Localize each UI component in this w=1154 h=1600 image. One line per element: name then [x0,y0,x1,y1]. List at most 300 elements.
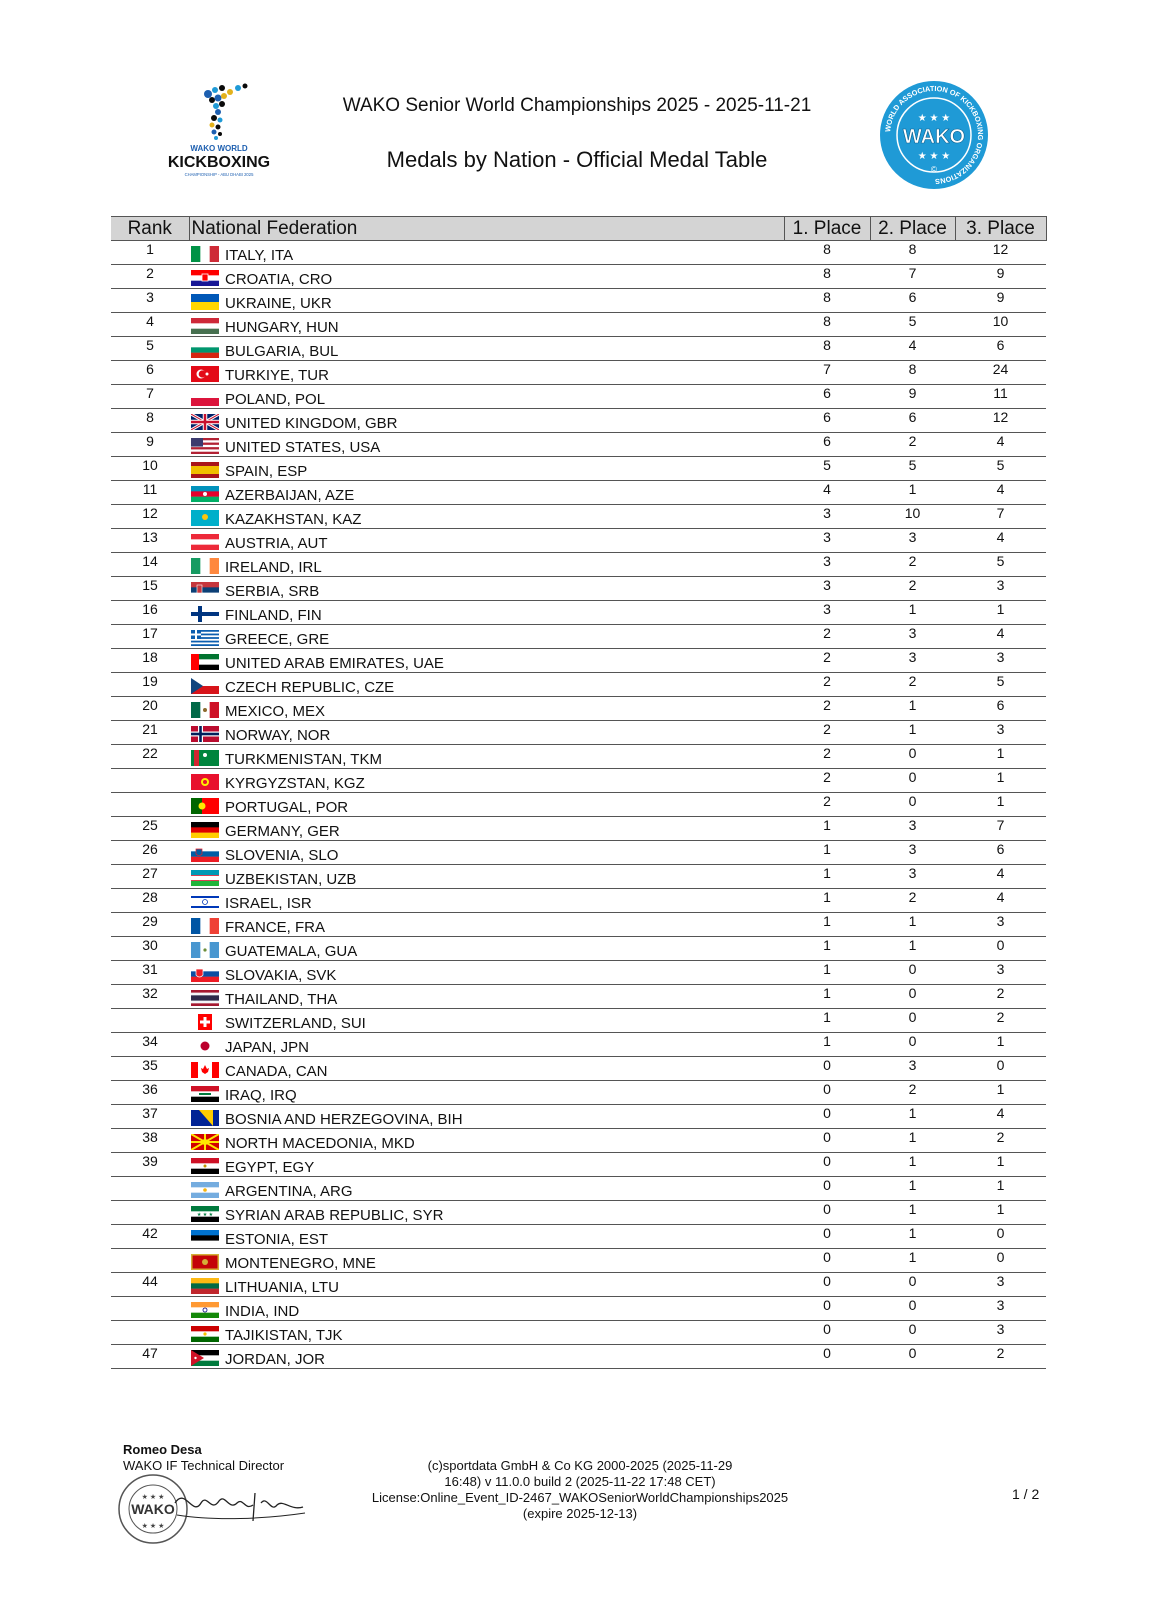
nation-cell [189,721,784,745]
second-place-cell: 1 [870,721,955,745]
second-place-cell: 2 [870,889,955,913]
first-place-cell: 0 [784,1129,870,1153]
flag-icon [191,414,219,430]
nation-name: UNITED KINGDOM, GBR [225,415,398,432]
first-place-cell: 1 [784,841,870,865]
rank-cell: 12 [111,505,189,529]
third-place-cell: 1 [955,1177,1046,1201]
third-place-cell: 1 [955,745,1046,769]
third-place-cell: 12 [955,241,1046,265]
nation-name: MEXICO, MEX [225,703,326,720]
first-place-cell: 5 [784,457,870,481]
svg-text:WAKO: WAKO [902,126,966,148]
table-row [111,985,1046,1009]
nation-name: AZERBAIJAN, AZE [225,487,355,504]
table-row [111,1153,1046,1177]
rank-cell: 10 [111,457,189,481]
second-place-cell: 1 [870,1129,955,1153]
first-place-cell: 0 [784,1249,870,1273]
first-place-cell: 8 [784,337,870,361]
flag-icon [191,678,219,694]
rank-cell [111,1321,189,1345]
table-row [111,241,1046,265]
nation-name: SERBIA, SRB [225,583,320,600]
first-place-cell: 8 [784,313,870,337]
table-row [111,1057,1046,1081]
second-place-cell: 0 [870,1273,955,1297]
svg-text:©: © [931,165,937,174]
third-place-cell: 0 [955,1249,1046,1273]
nation-name: LITHUANIA, LTU [225,1279,339,1296]
flag-icon [191,1206,219,1222]
nation-cell [189,241,784,265]
nation-cell [189,625,784,649]
flag-icon [191,702,219,718]
nation-name: BULGARIA, BUL [225,343,339,360]
table-row [111,529,1046,553]
table-row [111,361,1046,385]
first-place-cell: 1 [784,985,870,1009]
nation-name: ISRAEL, ISR [225,895,312,912]
table-row [111,457,1046,481]
table-row [111,673,1046,697]
third-place-cell: 3 [955,1297,1046,1321]
table-row [111,697,1046,721]
rank-cell: 1 [111,241,189,265]
flag-icon [191,438,219,454]
table-row [111,793,1046,817]
table-row [111,337,1046,361]
nation-cell [189,481,784,505]
wako-stamp-icon [119,1475,187,1543]
flag-icon [191,1278,219,1294]
first-place-cell: 0 [784,1153,870,1177]
third-place-cell: 3 [955,649,1046,673]
column-header-second-place: 2. Place [870,217,955,241]
second-place-cell: 10 [870,505,955,529]
second-place-cell: 3 [870,529,955,553]
first-place-cell: 3 [784,529,870,553]
second-place-cell: 1 [870,1153,955,1177]
second-place-cell: 1 [870,1105,955,1129]
flag-icon [191,654,219,670]
third-place-cell: 24 [955,361,1046,385]
rank-cell: 26 [111,841,189,865]
second-place-cell: 3 [870,865,955,889]
second-place-cell: 0 [870,1321,955,1345]
nation-name: AUSTRIA, AUT [225,535,328,552]
nation-cell [189,553,784,577]
nation-cell [189,1009,784,1033]
third-place-cell: 4 [955,481,1046,505]
rank-cell: 19 [111,673,189,697]
nation-name: TURKIYE, TUR [225,367,329,384]
flag-icon [191,534,219,550]
second-place-cell: 0 [870,745,955,769]
table-row [111,817,1046,841]
nation-name: TURKMENISTAN, TKM [225,751,382,768]
nation-name: ESTONIA, EST [225,1231,329,1248]
nation-cell [189,433,784,457]
second-place-cell: 5 [870,313,955,337]
column-header-national-federation: National Federation [189,217,784,241]
first-place-cell: 0 [784,1201,870,1225]
svg-text:★ ★ ★: ★ ★ ★ [917,151,951,162]
second-place-cell: 1 [870,601,955,625]
nation-cell [189,961,784,985]
medal-table [111,216,1047,1369]
first-place-cell: 0 [784,1081,870,1105]
second-place-cell: 0 [870,793,955,817]
rank-cell: 9 [111,433,189,457]
rank-cell: 4 [111,313,189,337]
second-place-cell: 6 [870,289,955,313]
nation-cell [189,913,784,937]
second-place-cell: 2 [870,433,955,457]
flag-icon [191,798,219,814]
table-row [111,961,1046,985]
third-place-cell: 0 [955,1057,1046,1081]
first-place-cell: 6 [784,385,870,409]
nation-cell [189,337,784,361]
rank-cell: 34 [111,1033,189,1057]
rank-cell: 22 [111,745,189,769]
nation-name: UKRAINE, UKR [225,295,332,312]
first-place-cell: 4 [784,481,870,505]
table-row [111,577,1046,601]
flag-icon [191,1254,219,1270]
table-row [111,1225,1046,1249]
rank-cell: 32 [111,985,189,1009]
first-place-cell: 0 [784,1225,870,1249]
nation-cell [189,313,784,337]
rank-cell: 8 [111,409,189,433]
flag-icon [191,990,219,1006]
first-place-cell: 2 [784,673,870,697]
nation-name: CROATIA, CRO [225,271,333,288]
rank-cell [111,1297,189,1321]
rank-cell: 30 [111,937,189,961]
flag-icon [191,726,219,742]
third-place-cell: 9 [955,289,1046,313]
first-place-cell: 0 [784,1297,870,1321]
nation-cell [189,865,784,889]
third-place-cell: 4 [955,889,1046,913]
nation-name: FRANCE, FRA [225,919,326,936]
second-place-cell: 9 [870,385,955,409]
svg-text:WAKO WORLD: WAKO WORLD [190,144,248,153]
signatory-role: WAKO IF Technical Director [123,1458,285,1473]
flag-icon [191,966,219,982]
flag-icon [191,294,219,310]
nation-name: CANADA, CAN [225,1063,328,1080]
rank-cell: 11 [111,481,189,505]
nation-name: TAJIKISTAN, TJK [225,1327,343,1344]
third-place-cell: 4 [955,1105,1046,1129]
rank-cell: 31 [111,961,189,985]
flag-icon [191,318,219,334]
flag-icon [191,366,219,382]
table-row [111,1273,1046,1297]
third-place-cell: 4 [955,865,1046,889]
nation-name: UNITED STATES, USA [225,439,381,456]
first-place-cell: 0 [784,1105,870,1129]
rank-cell: 16 [111,601,189,625]
third-place-cell: 10 [955,313,1046,337]
third-place-cell: 1 [955,769,1046,793]
second-place-cell: 0 [870,1345,955,1369]
second-place-cell: 4 [870,337,955,361]
rank-cell: 3 [111,289,189,313]
column-header-rank: Rank [111,217,189,241]
nation-cell [189,1153,784,1177]
table-row [111,433,1046,457]
second-place-cell: 0 [870,1297,955,1321]
nation-name: ITALY, ITA [225,247,294,264]
footer-line-copyright: (c)sportdata GmbH & Co KG 2000-2025 (2025-11-29 [427,1458,733,1473]
rank-cell [111,769,189,793]
nation-cell [189,1297,784,1321]
nation-cell [189,1225,784,1249]
nation-cell [189,1249,784,1273]
nation-cell [189,1345,784,1369]
rank-cell: 21 [111,721,189,745]
nation-cell [189,889,784,913]
third-place-cell: 6 [955,841,1046,865]
first-place-cell: 8 [784,289,870,313]
flag-icon [191,1134,219,1150]
first-place-cell: 0 [784,1345,870,1369]
flag-icon [191,894,219,910]
table-row [111,313,1046,337]
nation-name: INDIA, IND [225,1303,300,1320]
first-place-cell: 1 [784,961,870,985]
table-row [111,289,1046,313]
flag-icon [191,246,219,262]
rank-cell [111,1249,189,1273]
first-place-cell: 0 [784,1321,870,1345]
flag-icon [191,510,219,526]
nation-name: GREECE, GRE [225,631,330,648]
nation-name: MONTENEGRO, MNE [225,1255,376,1272]
third-place-cell: 1 [955,793,1046,817]
rank-cell [111,1201,189,1225]
third-place-cell: 2 [955,985,1046,1009]
rank-cell: 42 [111,1225,189,1249]
table-row [111,1081,1046,1105]
third-place-cell: 0 [955,1225,1046,1249]
nation-cell [189,793,784,817]
table-row [111,1177,1046,1201]
svg-text:★ ★ ★: ★ ★ ★ [141,1494,165,1501]
first-place-cell: 0 [784,1177,870,1201]
rank-cell: 28 [111,889,189,913]
rank-cell: 15 [111,577,189,601]
third-place-cell: 6 [955,337,1046,361]
nation-name: GERMANY, GER [225,823,340,840]
third-place-cell: 11 [955,385,1046,409]
nation-cell [189,841,784,865]
first-place-cell: 1 [784,913,870,937]
nation-cell [189,1177,784,1201]
third-place-cell: 5 [955,673,1046,697]
first-place-cell: 6 [784,409,870,433]
flag-icon [191,462,219,478]
flag-icon [191,1086,219,1102]
first-place-cell: 2 [784,769,870,793]
table-row [111,649,1046,673]
flag-icon [191,918,219,934]
first-place-cell: 0 [784,1273,870,1297]
fighter-figure-icon [204,84,248,141]
third-place-cell: 4 [955,433,1046,457]
second-place-cell: 6 [870,409,955,433]
nation-cell [189,649,784,673]
nation-name: ARGENTINA, ARG [225,1183,353,1200]
second-place-cell: 2 [870,1081,955,1105]
third-place-cell: 1 [955,1153,1046,1177]
second-place-cell: 3 [870,817,955,841]
third-place-cell: 3 [955,577,1046,601]
flag-icon [191,1110,219,1126]
table-row [111,409,1046,433]
first-place-cell: 1 [784,1033,870,1057]
nation-name: SLOVENIA, SLO [225,847,339,864]
nation-cell [189,769,784,793]
table-row [111,625,1046,649]
second-place-cell: 1 [870,1249,955,1273]
rank-cell: 14 [111,553,189,577]
first-place-cell: 1 [784,865,870,889]
nation-name: SWITZERLAND, SUI [225,1015,366,1032]
third-place-cell: 4 [955,625,1046,649]
third-place-cell: 3 [955,721,1046,745]
nation-cell [189,577,784,601]
second-place-cell: 1 [870,1177,955,1201]
table-row [111,841,1046,865]
table-row [111,913,1046,937]
table-row [111,1201,1046,1225]
second-place-cell: 0 [870,769,955,793]
rank-cell: 25 [111,817,189,841]
wako-emblem-logo [878,79,990,191]
nation-cell [189,385,784,409]
nation-name: EGYPT, EGY [225,1159,315,1176]
third-place-cell: 2 [955,1009,1046,1033]
nation-name: HUNGARY, HUN [225,319,339,336]
first-place-cell: 1 [784,817,870,841]
nation-cell [189,985,784,1009]
nation-name: SYRIAN ARAB REPUBLIC, SYR [225,1207,444,1224]
table-row [111,1105,1046,1129]
first-place-cell: 0 [784,1057,870,1081]
table-row [111,601,1046,625]
third-place-cell: 12 [955,409,1046,433]
second-place-cell: 2 [870,577,955,601]
document-subtitle: Medals by Nation - Official Medal Table [386,147,768,172]
second-place-cell: 1 [870,481,955,505]
column-header-third-place: 3. Place [955,217,1046,241]
second-place-cell: 0 [870,1009,955,1033]
flag-icon [191,582,219,598]
third-place-cell: 5 [955,553,1046,577]
table-row [111,1321,1046,1345]
third-place-cell: 0 [955,937,1046,961]
flag-icon [191,1302,219,1318]
footer-license-info [340,1458,820,1522]
first-place-cell: 2 [784,745,870,769]
column-header-first-place: 1. Place [784,217,870,241]
flag-icon [191,630,219,646]
third-place-cell: 1 [955,1033,1046,1057]
flag-icon [191,750,219,766]
first-place-cell: 2 [784,721,870,745]
rank-cell [111,1009,189,1033]
nation-cell [189,529,784,553]
signature-stamp [115,1473,320,1545]
table-row [111,1249,1046,1273]
table-row [111,1033,1046,1057]
rank-cell: 29 [111,913,189,937]
third-place-cell: 9 [955,265,1046,289]
table-row [111,745,1046,769]
nation-cell [189,1201,784,1225]
first-place-cell: 6 [784,433,870,457]
second-place-cell: 1 [870,1225,955,1249]
nation-cell [189,289,784,313]
second-place-cell: 0 [870,1033,955,1057]
nation-cell [189,409,784,433]
nation-cell [189,1129,784,1153]
flag-icon [191,1038,219,1054]
nation-name: GUATEMALA, GUA [225,943,358,960]
nation-name: IRAQ, IRQ [225,1087,297,1104]
nation-name: NORWAY, NOR [225,727,331,744]
svg-text:WORLD ASSOCIATION OF KICKBOXIN: WORLD ASSOCIATION OF KICKBOXING ORGANIZATIONS [883,83,986,187]
nation-name: JORDAN, JOR [225,1351,326,1368]
nation-cell [189,505,784,529]
svg-text:★ ★ ★: ★ ★ ★ [917,113,951,124]
rank-cell: 38 [111,1129,189,1153]
nation-name: IRELAND, IRL [225,559,322,576]
svg-text:KICKBOXING: KICKBOXING [167,154,271,171]
footer-line-version: 16:48) v 11.0.0 build 2 (2025-11-22 17:48 CET) [444,1474,716,1489]
rank-cell: 27 [111,865,189,889]
first-place-cell: 2 [784,649,870,673]
table-row [111,1297,1046,1321]
svg-text:CHAMPIONSHIP - ABU DHABI 2025: CHAMPIONSHIP - ABU DHABI 2025 [184,172,254,177]
nation-name: KAZAKHSTAN, KAZ [225,511,362,528]
table-row [111,481,1046,505]
third-place-cell: 3 [955,961,1046,985]
page-number: 1 / 2 [1012,1486,1040,1502]
table-row [111,505,1046,529]
table-row [111,889,1046,913]
nation-cell [189,361,784,385]
table-row [111,385,1046,409]
flag-icon [191,390,219,406]
signatory-name: Romeo Desa [123,1442,202,1457]
nation-name: CZECH REPUBLIC, CZE [225,679,395,696]
nation-cell [189,1081,784,1105]
second-place-cell: 3 [870,1057,955,1081]
third-place-cell: 3 [955,1273,1046,1297]
flag-icon [191,1014,219,1030]
second-place-cell: 1 [870,937,955,961]
second-place-cell: 1 [870,913,955,937]
second-place-cell: 8 [870,361,955,385]
third-place-cell: 2 [955,1129,1046,1153]
